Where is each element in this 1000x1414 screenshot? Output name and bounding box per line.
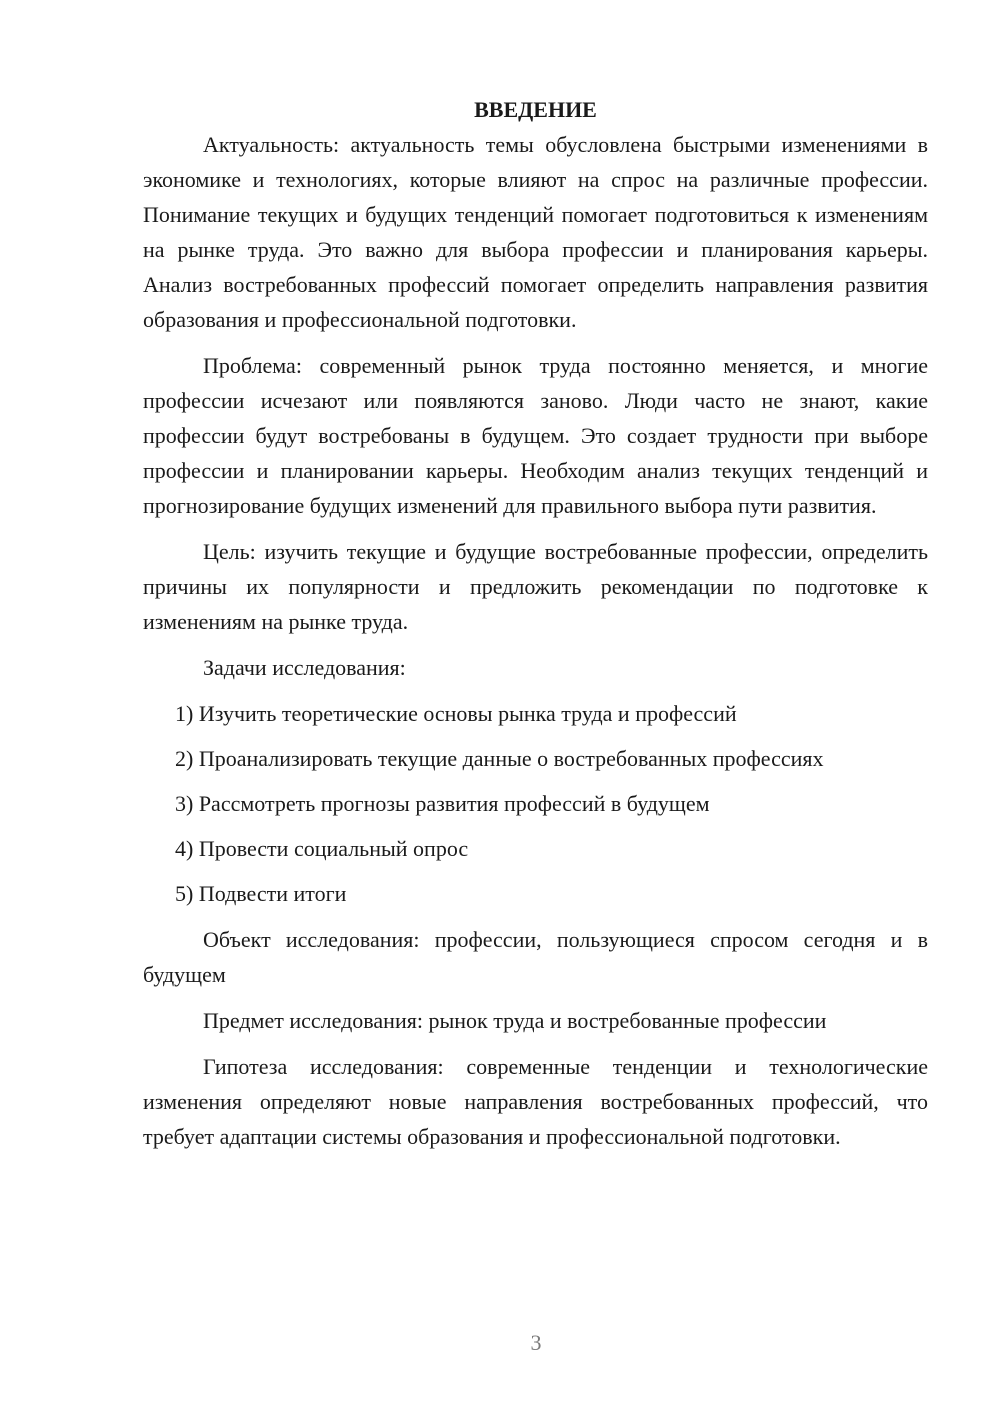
paragraph-object: Объект исследования: профессии, пользующиеся спросом сегодня и в будущем: [143, 927, 928, 987]
page-content: [143, 92, 928, 1154]
section-title: ВВЕДЕНИЕ: [474, 97, 597, 122]
page-number: 3: [530, 1330, 542, 1355]
list-item: 1) Изучить теоретические основы рынка труда и профессий: [175, 701, 737, 726]
list-item: 4) Провести социальный опрос: [175, 836, 469, 861]
paragraph-subject: Предмет исследования: рынок труда и востребованные профессии: [203, 1008, 827, 1033]
tasks-heading: Задачи исследования:: [203, 655, 406, 680]
paragraph-relevance: Актуальность: актуальность темы обусловлена быстрыми изменениями в экономике и технологиях, которые влияют на спрос на различные профессии. Понимание текущих и будущих тенденций помогает подготовиться к изменениям на рынке труда. Это важно для выбора профессии и планирования карьеры. Анализ востребованных профессий помогает определить направления развития образования и профессиональной подготовки.: [143, 132, 928, 332]
list-item: 2) Проанализировать текущие данные о востребованных профессиях: [175, 746, 824, 771]
paragraph-goal: Цель: изучить текущие и будущие востребованные профессии, определить причины их популярности и предложить рекомендации по подготовке к изменениям на рынке труда.: [143, 539, 928, 634]
paragraph-problem: Проблема: современный рынок труда постоянно меняется, и многие профессии исчезают или появляются заново. Люди часто не знают, какие профессии будут востребованы в будущем. Это создает трудности при выборе профессии и планировании карьеры. Необходим анализ текущих тенденций и прогнозирование будущих изменений для правильного выбора пути развития.: [143, 353, 928, 518]
tasks-list: [143, 696, 928, 911]
list-item: 3) Рассмотреть прогнозы развития профессий в будущем: [175, 791, 710, 816]
list-item: 5) Подвести итоги: [175, 881, 347, 906]
paragraph-hypothesis: Гипотеза исследования: современные тенденции и технологические изменения определяют новые направления востребованных профессий, что требует адаптации системы образования и профессиональной подготовки.: [143, 1054, 928, 1149]
